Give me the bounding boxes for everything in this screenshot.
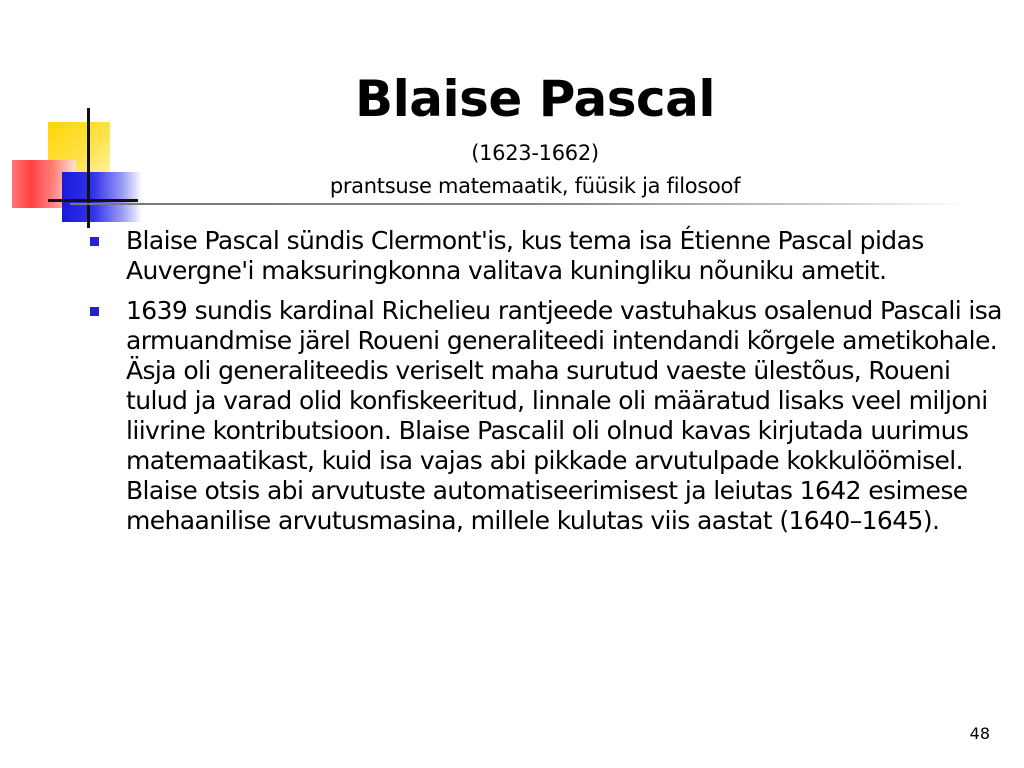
horizontal-line	[48, 199, 138, 202]
bullet-list	[86, 226, 1006, 546]
slide-years: (1623-1662)	[471, 141, 599, 165]
bullet-text: Blaise Pascal sündis Clermont'is, kus tema isa Étienne Pascal pidas Auvergne'i maksuringkonna valitava kuningliku nõuniku ametit.	[126, 226, 924, 285]
square-bullet-icon	[90, 237, 99, 246]
vertical-line	[87, 108, 90, 228]
bullet-text: 1639 sundis kardinal Richelieu rantjeede vastuhakus osalenud Pascali isa armuandmise järel Roueni generaliteedi intendandi kõrgele ametikohale. Äsja oli generaliteedis veriselt maha surutud vaeste ülestõus, Roueni tulud ja varad olid konfiskeeritud, linnale oli määratud lisaks veel miljoni liivrine kontributsioon. Blaise Pascalil oli olnud kavas kirjutada uurimus matemaatikast, kuid isa vajas abi pikkade arvutulpade kokkulöömisel. Blaise otsis abi arvutuste automatiseerimisest ja leiutas 1642 esimese mehaanilise arvutusmasina, millele kulutas viis aastat (1640–1645).	[126, 296, 1002, 535]
title-separator	[70, 203, 970, 205]
page-number: 48	[969, 724, 990, 743]
bullet-item	[86, 226, 1006, 286]
bullet-item	[86, 296, 1006, 536]
slide-title: Blaise Pascal	[354, 70, 716, 128]
square-bullet-icon	[90, 307, 99, 316]
blue-square	[62, 172, 142, 222]
slide-description: prantsuse matemaatik, füüsik ja filosoof	[329, 174, 741, 198]
